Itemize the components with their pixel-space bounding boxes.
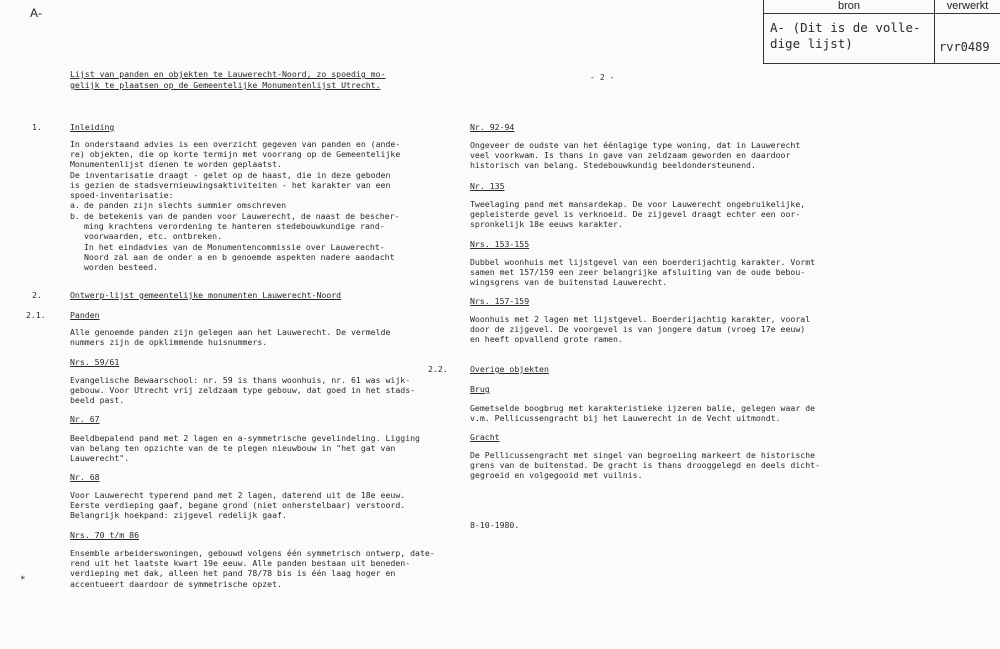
- item-b-text: de betekenis van de panden voor Lauwerecht, de naast de bescher- ming krachtens verordening te hanteren stedebouwkundige rand- voorwaarden, etc. ontbreken. In het eindadvies van de Monumentencommissie over Lauwerecht- Noord zal aan de onder a en b genoemde aspekten nadere aandacht worden besteed.: [84, 211, 400, 273]
- bron-value-line1: A- (Dit is de volle-: [770, 20, 921, 35]
- section-2-1-heading: Panden: [70, 310, 100, 320]
- section-2-1-text: Alle genoemde panden zijn gelegen aan het Lauwerecht. De vermelde nummers zijn de opklimmende huisnummers.: [70, 327, 391, 348]
- section-2-2-number: 2.2.: [428, 364, 448, 374]
- entry-153-text: Dubbel woonhuis met lijstgevel van een boerderijachtig karakter. Vormt samen met 157/159 een zeer belangrijke afsluiting van de oude bebou- wingsgrens van de buitenstad Lauwerecht.: [470, 257, 816, 288]
- entry-70-heading: Nrs. 70 t/m 86: [70, 530, 140, 540]
- section-2-2-heading: Overige objekten: [470, 364, 549, 374]
- page-number: - 2 -: [590, 72, 615, 82]
- section-2-1-number: 2.1.: [26, 310, 46, 320]
- item-b-marker: b.: [70, 211, 80, 221]
- section-1-heading: Inleiding: [70, 122, 115, 132]
- entry-135-text: Tweelaging pand met mansardekap. De voor Lauwerecht ongebruikelijke, gepleisterde gevel is verknoeid. De zijgevel draagt echter een oor- spronkelijk 18e eeuws karakter.: [470, 199, 806, 230]
- entry-68-heading: Nr. 68: [70, 472, 100, 482]
- gracht-text: De Pellicussengracht met singel van begroeiing markeert de historische grens van de buitenstad. De gracht is thans drooggelegd en deels dicht- gegroeid en volgegooid met vuilnis.: [470, 450, 820, 481]
- entry-68-text: Voor Lauwerecht typerend pand met 2 lagen, daterend uit de 18e eeuw. Eerste verdieping gaaf, begane grond (niet onherstelbaar) verstoord. Belangrijk hoekpand: zijgevel redelijk gaaf.: [70, 490, 406, 521]
- document-title-line2: gelijk te plaatsen op de Gemeentelijke Monumentenlijst Utrecht.: [70, 80, 381, 90]
- document-title-line1: Lijst van panden en objekten te Lauwerecht-Noord, zo spoedig mo-: [70, 69, 386, 79]
- entry-59-text: Evangelische Bewaarschool: nr. 59 is thans woonhuis, nr. 61 was wijk- gebouw. Voor Utrecht vrij zeldzaam type gebouw, dat goed in het stads- beeld past.: [70, 375, 416, 406]
- entry-70-text: Ensemble arbeiderswoningen, gebouwd volgens één symmetrisch ontwerp, date- rend uit het laatste kwart 19e eeuw. Alle panden bestaan uit beneden- verdieping met dak, alleen het pand 78/78 bis is één laag hoger en accentueert daardoor de symmetrische opzet.: [70, 548, 435, 589]
- brug-heading: Brug: [470, 384, 490, 394]
- section-2-heading: Ontwerp-lijst gemeentelijke monumenten Lauwerecht-Noord: [70, 290, 342, 300]
- margin-mark: *: [20, 575, 26, 585]
- entry-157-text: Woonhuis met 2 lagen met lijstgevel. Boerderijachtig karakter, vooral door de zijgevel. De voorgevel is van jongere datum (vroeg 17e eeuw) en heeft opvallend grote ramen.: [470, 314, 811, 345]
- bron-header: bron: [764, 0, 934, 14]
- section-1-intro: In onderstaand advies is een overzicht gegeven van panden en (ande- re) objekten, die op korte termijn met voorrang op de Gemeentelijke Monumentenlijst dienen te worden geplaatst. De inventarisatie draagt - gelet op de haast, die in deze geboden is gezien de stadsvernieuwingsaktiviteiten - het karakter van een spoed-inventarisatie:: [70, 139, 401, 201]
- item-a-text: de panden zijn slechts summier omschreven: [84, 200, 287, 210]
- entry-67-text: Beeldbepalend pand met 2 lagen en a-symmetrische gevelindeling. Ligging van belang ten opzichte van de te plegen nieuwbouw in "het gat van Lauwerecht".: [70, 433, 420, 464]
- entry-157-heading: Nrs. 157-159: [470, 296, 530, 306]
- brug-text: Gemetselde boogbrug met karakteristieke ijzeren balie, gelegen waar de v.m. Pellicussengracht bij het Lauwerecht in de Vecht uitmondt.: [470, 403, 816, 424]
- item-a-marker: a.: [70, 200, 80, 210]
- gracht-heading: Gracht: [470, 432, 500, 442]
- verwerkt-header: verwerkt: [935, 0, 1000, 14]
- entry-92-text: Ongeveer de oudste van het éénlagige type woning, dat in Lauwerecht veel voorkwam. Is thans in gave van zeldzaam geworden en daardoor historisch van belang. Stedebouwkundig beeldondersteunend.: [470, 140, 801, 171]
- entry-92-heading: Nr. 92-94: [470, 122, 515, 132]
- bron-table: [763, 0, 1000, 64]
- document-date: 8-10-1980.: [470, 520, 520, 530]
- bron-value-line2: dige lijst): [770, 36, 853, 51]
- section-2-number: 2.: [32, 290, 42, 300]
- entry-59-heading: Nrs. 59/61: [70, 357, 120, 367]
- verwerkt-value: rvr0489: [939, 40, 990, 54]
- entry-67-heading: Nr. 67: [70, 414, 100, 424]
- corner-label: A-: [30, 6, 42, 20]
- entry-153-heading: Nrs. 153-155: [470, 239, 530, 249]
- entry-135-heading: Nr. 135: [470, 181, 505, 191]
- section-1-number: 1.: [32, 122, 42, 132]
